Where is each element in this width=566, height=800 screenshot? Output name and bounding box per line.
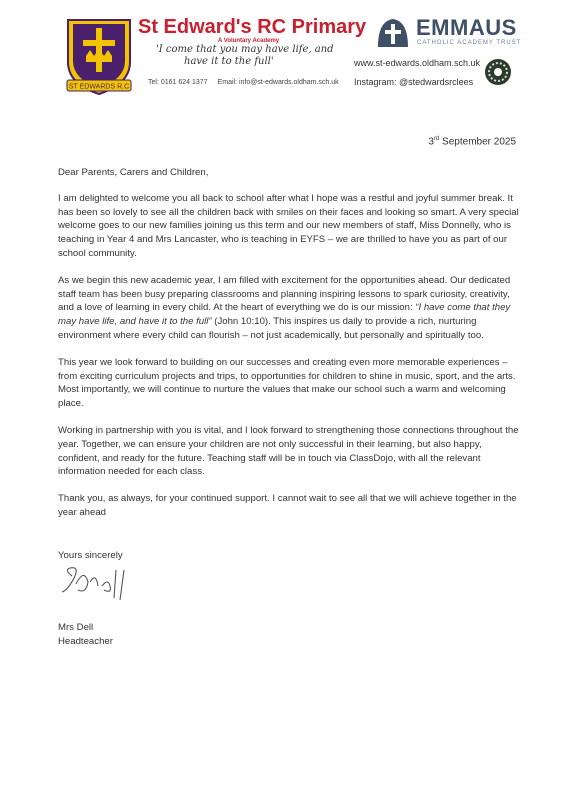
instagram-handle: Instagram: @stedwardsrclees bbox=[354, 77, 474, 87]
telephone: Tel: 0161 624 1377 bbox=[148, 79, 208, 86]
contact-line bbox=[148, 79, 339, 86]
trust-name: EMMAUS bbox=[416, 15, 517, 40]
signoff: Yours sincerely bbox=[58, 550, 123, 561]
letter-body bbox=[58, 166, 524, 533]
motto-line-1: 'I come that you may have life, and bbox=[156, 44, 334, 55]
trust-subtitle: CATHOLIC ACADEMY TRUST bbox=[417, 40, 522, 46]
handwritten-signature bbox=[58, 560, 148, 608]
school-website: www.st-edwards.oldham.sch.uk bbox=[354, 58, 481, 68]
mission-quote: “I have come that they may have life, and have it to the full” bbox=[58, 302, 511, 328]
wreath-badge-icon bbox=[484, 58, 512, 86]
paragraph-mission: As we begin this new academic year, I am filled with excitement for the opportunities ahead. Our dedicated staff team has been busy preparing classrooms and planning inspiring lessons to spark curiosity, creativity, and a love of learning in every child. At the heart of everything we do is our mission: “I have come that they may have life, and have it to the full” (John 10:10). This inspires us daily to provide a rich, nurturing environment where every child can flourish – not just academically, but personally and spiritually too. bbox=[58, 274, 511, 341]
paragraph-welcome: I am delighted to welcome you all back to school after what I hope was a restful and joyful summer break. It has been so lovely to see all the children back with smiles on their faces and looking so smart. A very special welcome goes to our new families joining us this term and our new members of staff, Miss Donnelly, who is teaching in Year 4 and Mrs Lancaster, who is teaching in EYFS – we are thrilled to have you as part of our school community. bbox=[58, 192, 519, 259]
motto-line-2: have it to the full' bbox=[184, 56, 274, 67]
emmaus-trust-logo bbox=[376, 17, 410, 49]
email-address: Email: info@st-edwards.oldham.sch.uk bbox=[217, 79, 339, 86]
academy-tag: A Voluntary Academy bbox=[218, 38, 280, 44]
paragraph-thanks: Thank you, as always, for your continued support. I cannot wait to see all that we will achieve together in the year ahead bbox=[58, 493, 517, 518]
signer-title: Headteacher bbox=[58, 636, 113, 647]
school-motto bbox=[156, 44, 352, 68]
crest-banner-text: ST EDWARDS R.C bbox=[68, 83, 130, 91]
letter-date: 3rd September 2025 bbox=[428, 136, 516, 148]
school-name: St Edward's RC Primary bbox=[138, 16, 367, 38]
signer-name: Mrs Dell bbox=[58, 622, 94, 633]
signer-block bbox=[58, 621, 113, 649]
salutation: Dear Parents, Carers and Children, bbox=[58, 167, 209, 178]
paragraph-year-ahead: This year we look forward to building on our successes and creating even more memorable experiences – from exciting curriculum projects and trips, to opportunities for children to shine in music, sport, and the arts. Most importantly, we will continue to nurture the values that make our school such a warm and welcoming place. bbox=[58, 356, 516, 410]
school-crest-logo bbox=[64, 16, 134, 98]
paragraph-partnership: Working in partnership with you is vital, and I look forward to strengthening those connections throughout the year. Together, we can ensure your children are not only successful in their learning, but also happy, confident, and ready for the future. Teaching staff will be in touch via ClassDojo, with all the relevant information needed for each class. bbox=[58, 424, 519, 478]
